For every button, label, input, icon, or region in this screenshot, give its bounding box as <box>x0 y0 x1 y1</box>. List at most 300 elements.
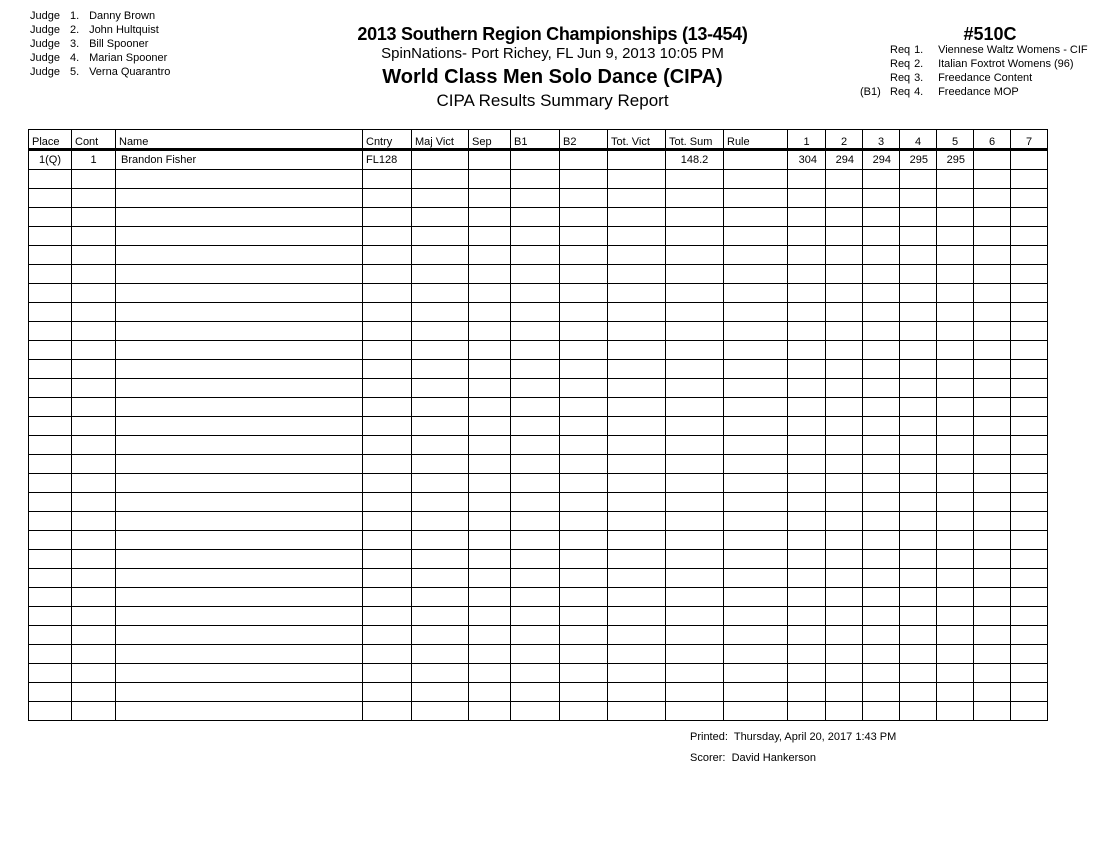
cell-empty <box>116 531 363 550</box>
cell-empty <box>511 626 560 645</box>
cell-empty <box>560 607 608 626</box>
cell-empty <box>412 645 469 664</box>
cell-empty <box>412 607 469 626</box>
cell-empty <box>363 189 412 208</box>
judge-row <box>30 37 170 51</box>
cell-empty <box>116 702 363 721</box>
cell-empty <box>900 455 937 474</box>
cell-empty <box>511 588 560 607</box>
cell-empty <box>608 398 666 417</box>
cell-empty <box>412 493 469 512</box>
cell-empty <box>974 265 1011 284</box>
cell-empty <box>608 189 666 208</box>
cell-empty <box>1011 474 1048 493</box>
cell-empty <box>788 417 826 436</box>
cell-empty <box>511 664 560 683</box>
table-row-empty <box>29 474 1048 493</box>
judge-label: Judge <box>30 66 60 78</box>
cell-empty <box>412 664 469 683</box>
cell-empty <box>412 284 469 303</box>
table-row-empty <box>29 626 1048 645</box>
cell-empty <box>1011 569 1048 588</box>
cell-empty <box>560 246 608 265</box>
table-row-empty <box>29 322 1048 341</box>
cell-empty <box>974 360 1011 379</box>
cell-empty <box>511 474 560 493</box>
event-title: World Class Men Solo Dance (CIPA) <box>382 66 723 88</box>
cell-empty <box>511 683 560 702</box>
cell-empty <box>974 436 1011 455</box>
column-header-b2: B2 <box>560 130 608 150</box>
cell-empty <box>72 303 116 322</box>
cell-empty <box>788 626 826 645</box>
cell-empty <box>29 531 72 550</box>
cell-empty <box>469 341 511 360</box>
cell-empty <box>937 246 974 265</box>
cell-empty <box>560 512 608 531</box>
table-row-empty <box>29 436 1048 455</box>
cell-empty <box>29 284 72 303</box>
cell-empty <box>724 664 788 683</box>
cell-empty <box>560 170 608 189</box>
cell-empty <box>974 189 1011 208</box>
cell-empty <box>900 588 937 607</box>
cell-empty <box>608 227 666 246</box>
cell-empty <box>937 702 974 721</box>
cell-empty <box>363 531 412 550</box>
column-header-tot-sum: Tot. Sum <box>666 130 724 150</box>
cell-empty <box>724 531 788 550</box>
cell-empty <box>116 341 363 360</box>
cell-empty <box>363 512 412 531</box>
table-row-empty <box>29 227 1048 246</box>
requirement-label: Req <box>890 44 911 56</box>
cell-empty <box>788 455 826 474</box>
cell-empty <box>412 246 469 265</box>
cell-empty <box>511 246 560 265</box>
cell-empty <box>29 227 72 246</box>
cell-empty <box>863 360 900 379</box>
report-header <box>300 23 805 112</box>
cell-empty <box>469 284 511 303</box>
cell-empty <box>560 493 608 512</box>
column-header-judge-7: 7 <box>1011 130 1048 150</box>
cell-empty <box>363 436 412 455</box>
cell-empty <box>72 531 116 550</box>
cell-empty <box>29 702 72 721</box>
cell-empty <box>937 227 974 246</box>
cell-empty <box>412 550 469 569</box>
cell-empty <box>511 455 560 474</box>
cell-tot-vict <box>608 150 666 170</box>
cell-empty <box>724 303 788 322</box>
cell-empty <box>826 322 863 341</box>
cell-empty <box>900 512 937 531</box>
cell-empty <box>469 702 511 721</box>
cell-empty <box>826 550 863 569</box>
cell-empty <box>724 607 788 626</box>
cell-empty <box>1011 208 1048 227</box>
cell-empty <box>937 607 974 626</box>
cell-empty <box>608 436 666 455</box>
cell-empty <box>826 664 863 683</box>
cell-empty <box>724 189 788 208</box>
cell-empty <box>560 474 608 493</box>
cell-empty <box>72 569 116 588</box>
cell-empty <box>116 417 363 436</box>
cell-cntry: FL128 <box>363 150 412 170</box>
cell-empty <box>666 398 724 417</box>
cell-empty <box>826 265 863 284</box>
cell-empty <box>29 474 72 493</box>
cell-empty <box>900 626 937 645</box>
cell-empty <box>116 170 363 189</box>
cell-empty <box>608 284 666 303</box>
cell-judge-2: 294 <box>826 150 863 170</box>
judges-list <box>30 9 170 79</box>
cell-empty <box>412 588 469 607</box>
cell-empty <box>560 284 608 303</box>
cell-empty <box>666 265 724 284</box>
cell-empty <box>1011 265 1048 284</box>
cell-empty <box>937 493 974 512</box>
column-header-judge-2: 2 <box>826 130 863 150</box>
cell-empty <box>666 664 724 683</box>
cell-empty <box>412 360 469 379</box>
cell-empty <box>116 246 363 265</box>
cell-empty <box>469 626 511 645</box>
cell-empty <box>863 588 900 607</box>
cell-empty <box>900 208 937 227</box>
cell-empty <box>116 227 363 246</box>
cell-empty <box>511 417 560 436</box>
cell-empty <box>608 265 666 284</box>
cell-empty <box>412 531 469 550</box>
cell-empty <box>29 170 72 189</box>
cell-empty <box>863 189 900 208</box>
cell-judge-4: 295 <box>900 150 937 170</box>
cell-empty <box>363 208 412 227</box>
cell-empty <box>724 588 788 607</box>
cell-empty <box>608 322 666 341</box>
cell-empty <box>116 626 363 645</box>
cell-empty <box>1011 588 1048 607</box>
cell-empty <box>666 417 724 436</box>
table-row-empty <box>29 588 1048 607</box>
column-header-name: Name <box>116 130 363 150</box>
cell-empty <box>724 702 788 721</box>
cell-empty <box>937 341 974 360</box>
cell-empty <box>788 398 826 417</box>
cell-empty <box>826 284 863 303</box>
cell-empty <box>826 569 863 588</box>
table-row-empty <box>29 531 1048 550</box>
cell-empty <box>863 417 900 436</box>
cell-empty <box>560 360 608 379</box>
cell-empty <box>974 170 1011 189</box>
cell-empty <box>900 227 937 246</box>
cell-empty <box>900 702 937 721</box>
cell-empty <box>29 607 72 626</box>
requirement-name: Viennese Waltz Womens - CIF <box>938 44 1088 56</box>
cell-empty <box>608 588 666 607</box>
cell-empty <box>937 284 974 303</box>
cell-empty <box>724 645 788 664</box>
cell-empty <box>724 284 788 303</box>
cell-empty <box>608 455 666 474</box>
cell-tot-sum: 148.2 <box>666 150 724 170</box>
cell-empty <box>863 341 900 360</box>
table-row-empty <box>29 607 1048 626</box>
cell-empty <box>412 569 469 588</box>
cell-empty <box>412 474 469 493</box>
cell-empty <box>511 493 560 512</box>
cell-empty <box>724 398 788 417</box>
cell-empty <box>511 170 560 189</box>
cell-empty <box>1011 493 1048 512</box>
cell-empty <box>863 303 900 322</box>
cell-empty <box>560 417 608 436</box>
requirement-row <box>860 71 1088 85</box>
cell-empty <box>1011 379 1048 398</box>
cell-empty <box>826 607 863 626</box>
cell-empty <box>1011 170 1048 189</box>
cell-empty <box>560 189 608 208</box>
cell-empty <box>412 398 469 417</box>
cell-empty <box>116 683 363 702</box>
cell-empty <box>788 569 826 588</box>
cell-empty <box>666 322 724 341</box>
cell-empty <box>469 170 511 189</box>
column-header-judge-3: 3 <box>863 130 900 150</box>
cell-empty <box>724 379 788 398</box>
cell-empty <box>666 588 724 607</box>
cell-empty <box>469 189 511 208</box>
cell-empty <box>724 265 788 284</box>
cell-empty <box>666 702 724 721</box>
cell-empty <box>1011 227 1048 246</box>
cell-empty <box>412 208 469 227</box>
cell-empty <box>937 436 974 455</box>
cell-empty <box>666 626 724 645</box>
cell-empty <box>511 569 560 588</box>
judge-number: 4. <box>70 52 80 64</box>
cell-empty <box>724 227 788 246</box>
cell-empty <box>826 702 863 721</box>
cell-empty <box>900 493 937 512</box>
cell-empty <box>72 645 116 664</box>
cell-empty <box>29 417 72 436</box>
column-header-b1: B1 <box>511 130 560 150</box>
cell-empty <box>788 303 826 322</box>
cell-place: 1(Q) <box>29 150 72 170</box>
cell-empty <box>937 664 974 683</box>
cell-empty <box>363 588 412 607</box>
cell-empty <box>1011 683 1048 702</box>
cell-empty <box>72 607 116 626</box>
cell-empty <box>974 664 1011 683</box>
cell-empty <box>511 512 560 531</box>
cell-empty <box>937 265 974 284</box>
cell-empty <box>974 550 1011 569</box>
cell-empty <box>29 303 72 322</box>
cell-empty <box>608 664 666 683</box>
cell-empty <box>666 284 724 303</box>
table-row-empty <box>29 379 1048 398</box>
table-row-empty <box>29 170 1048 189</box>
cell-empty <box>666 455 724 474</box>
cell-empty <box>116 664 363 683</box>
cell-empty <box>826 626 863 645</box>
cell-empty <box>72 512 116 531</box>
cell-empty <box>863 208 900 227</box>
cell-empty <box>788 550 826 569</box>
requirement-label: Req <box>890 72 911 84</box>
requirement-number: 2. <box>914 58 924 70</box>
cell-empty <box>788 284 826 303</box>
cell-empty <box>900 341 937 360</box>
cell-empty <box>974 474 1011 493</box>
cell-empty <box>937 683 974 702</box>
cell-empty <box>974 512 1011 531</box>
cell-empty <box>363 474 412 493</box>
cell-empty <box>937 588 974 607</box>
cell-empty <box>72 322 116 341</box>
cell-empty <box>937 398 974 417</box>
cell-empty <box>724 417 788 436</box>
cell-empty <box>724 474 788 493</box>
cell-empty <box>363 322 412 341</box>
cell-empty <box>1011 455 1048 474</box>
cell-empty <box>72 265 116 284</box>
cell-empty <box>469 493 511 512</box>
cell-empty <box>412 322 469 341</box>
cell-empty <box>608 626 666 645</box>
cell-empty <box>900 417 937 436</box>
cell-empty <box>511 189 560 208</box>
cell-empty <box>363 626 412 645</box>
cell-empty <box>900 607 937 626</box>
cell-empty <box>826 474 863 493</box>
cell-empty <box>666 379 724 398</box>
requirement-prefix: (B1) <box>860 86 881 98</box>
cell-cont: 1 <box>72 150 116 170</box>
cell-rule <box>724 150 788 170</box>
cell-empty <box>863 474 900 493</box>
cell-empty <box>363 683 412 702</box>
cell-b1 <box>511 150 560 170</box>
cell-empty <box>560 550 608 569</box>
cell-empty <box>1011 436 1048 455</box>
cell-empty <box>900 189 937 208</box>
cell-empty <box>724 170 788 189</box>
cell-empty <box>412 417 469 436</box>
cell-empty <box>666 493 724 512</box>
cell-empty <box>560 531 608 550</box>
table-row-empty <box>29 569 1048 588</box>
cell-empty <box>900 284 937 303</box>
cell-empty <box>900 265 937 284</box>
cell-empty <box>469 550 511 569</box>
cell-empty <box>469 455 511 474</box>
cell-empty <box>788 208 826 227</box>
cell-empty <box>937 322 974 341</box>
cell-empty <box>608 208 666 227</box>
cell-empty <box>363 702 412 721</box>
cell-empty <box>511 379 560 398</box>
cell-empty <box>608 531 666 550</box>
cell-empty <box>863 626 900 645</box>
cell-empty <box>1011 512 1048 531</box>
cell-empty <box>788 436 826 455</box>
cell-empty <box>511 322 560 341</box>
judge-name: Bill Spooner <box>89 38 149 50</box>
cell-empty <box>511 531 560 550</box>
cell-empty <box>900 474 937 493</box>
cell-empty <box>560 664 608 683</box>
cell-empty <box>937 170 974 189</box>
cell-empty <box>560 645 608 664</box>
cell-empty <box>363 379 412 398</box>
table-row-empty <box>29 550 1048 569</box>
cell-empty <box>900 683 937 702</box>
cell-empty <box>900 531 937 550</box>
cell-empty <box>666 512 724 531</box>
table-row-empty <box>29 284 1048 303</box>
scorer-value: David Hankerson <box>731 752 816 764</box>
cell-empty <box>724 322 788 341</box>
column-header-maj-vict: Maj Vict <box>412 130 469 150</box>
column-header-tot-vict: Tot. Vict <box>608 130 666 150</box>
cell-empty <box>863 550 900 569</box>
cell-empty <box>72 417 116 436</box>
table-row-empty <box>29 664 1048 683</box>
cell-empty <box>412 341 469 360</box>
cell-empty <box>937 550 974 569</box>
judge-name: Verna Quarantro <box>89 66 171 78</box>
cell-empty <box>608 569 666 588</box>
cell-empty <box>469 417 511 436</box>
cell-empty <box>666 683 724 702</box>
column-header-place: Place <box>29 130 72 150</box>
cell-name: Brandon Fisher <box>116 150 363 170</box>
cell-empty <box>469 588 511 607</box>
table-row-empty <box>29 246 1048 265</box>
column-header-judge-4: 4 <box>900 130 937 150</box>
cell-empty <box>788 474 826 493</box>
cell-empty <box>900 303 937 322</box>
cell-empty <box>29 512 72 531</box>
cell-empty <box>116 189 363 208</box>
cell-empty <box>363 341 412 360</box>
printed-line <box>690 727 896 748</box>
cell-empty <box>363 303 412 322</box>
judge-number: 2. <box>70 24 80 36</box>
cell-empty <box>29 208 72 227</box>
cell-empty <box>412 702 469 721</box>
cell-empty <box>974 588 1011 607</box>
cell-empty <box>412 455 469 474</box>
cell-empty <box>788 702 826 721</box>
judge-row <box>30 51 170 65</box>
cell-empty <box>788 588 826 607</box>
cell-empty <box>900 550 937 569</box>
cell-empty <box>900 436 937 455</box>
cell-empty <box>511 436 560 455</box>
cell-empty <box>666 607 724 626</box>
cell-empty <box>1011 360 1048 379</box>
cell-empty <box>72 702 116 721</box>
